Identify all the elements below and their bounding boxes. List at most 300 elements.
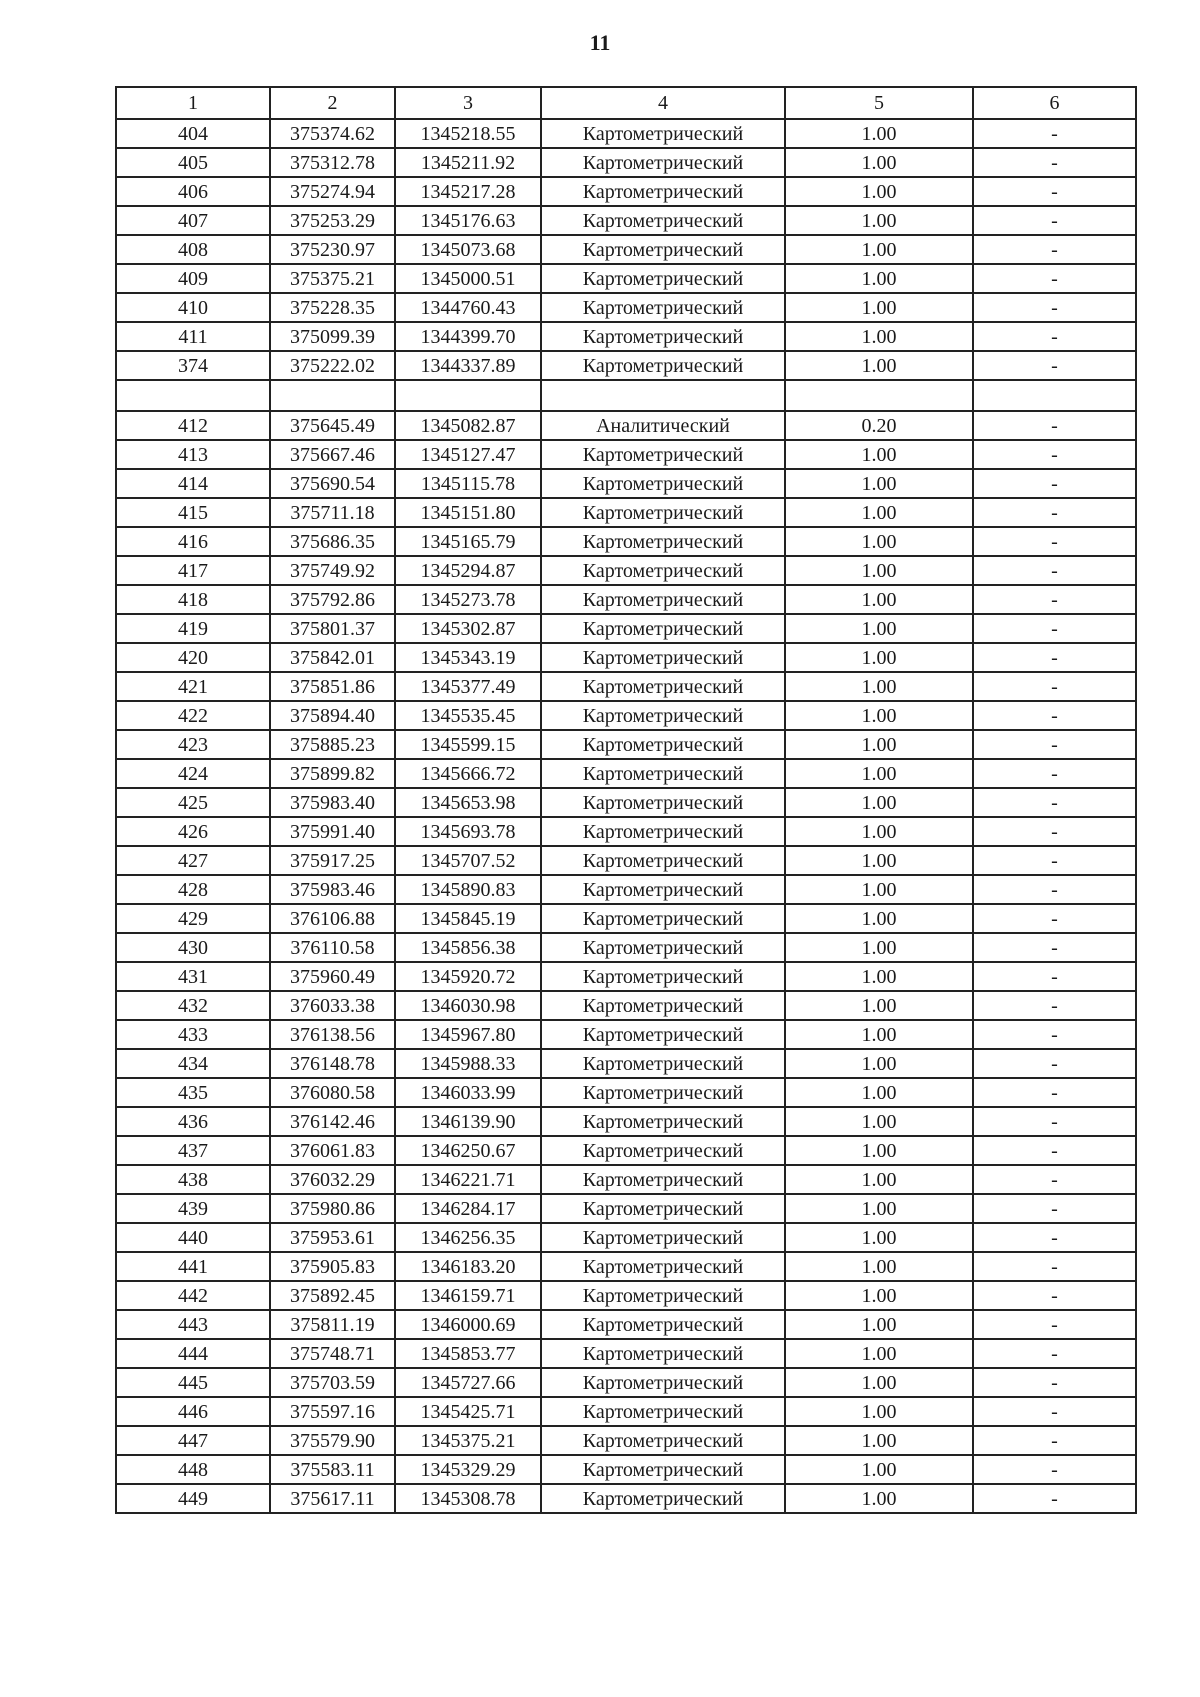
description-cell: -	[973, 1281, 1136, 1310]
x-coordinate-cell: 375983.40	[270, 788, 395, 817]
point-number-cell: 408	[116, 235, 270, 264]
y-coordinate-cell: 1346183.20	[395, 1252, 541, 1281]
method-cell: Картометрический	[541, 556, 785, 585]
description-cell: -	[973, 1223, 1136, 1252]
y-coordinate-cell: 1346221.71	[395, 1165, 541, 1194]
y-coordinate-cell: 1345988.33	[395, 1049, 541, 1078]
x-coordinate-cell: 375892.45	[270, 1281, 395, 1310]
point-number-cell: 440	[116, 1223, 270, 1252]
description-cell: -	[973, 351, 1136, 380]
accuracy-cell: 1.00	[785, 177, 973, 206]
method-cell: Картометрический	[541, 1252, 785, 1281]
y-coordinate-cell: 1345218.55	[395, 119, 541, 148]
column-header: 6	[973, 87, 1136, 119]
accuracy-cell: 1.00	[785, 351, 973, 380]
y-coordinate-cell: 1345425.71	[395, 1397, 541, 1426]
y-coordinate-cell: 1346250.67	[395, 1136, 541, 1165]
accuracy-cell: 1.00	[785, 1281, 973, 1310]
x-coordinate-cell: 376106.88	[270, 904, 395, 933]
method-cell: Картометрический	[541, 1223, 785, 1252]
y-coordinate-cell: 1345653.98	[395, 788, 541, 817]
accuracy-cell: 1.00	[785, 1397, 973, 1426]
point-number-cell: 433	[116, 1020, 270, 1049]
point-number-cell	[116, 380, 270, 411]
x-coordinate-cell: 375711.18	[270, 498, 395, 527]
method-cell: Картометрический	[541, 469, 785, 498]
x-coordinate-cell: 375899.82	[270, 759, 395, 788]
method-cell: Картометрический	[541, 235, 785, 264]
point-number-cell: 445	[116, 1368, 270, 1397]
x-coordinate-cell: 376033.38	[270, 991, 395, 1020]
y-coordinate-cell: 1345343.19	[395, 643, 541, 672]
method-cell: Картометрический	[541, 1281, 785, 1310]
method-cell: Картометрический	[541, 1455, 785, 1484]
x-coordinate-cell: 375686.35	[270, 527, 395, 556]
point-number-cell: 448	[116, 1455, 270, 1484]
table-row	[116, 235, 1136, 264]
point-number-cell: 432	[116, 991, 270, 1020]
description-cell: -	[973, 1397, 1136, 1426]
y-coordinate-cell: 1346139.90	[395, 1107, 541, 1136]
y-coordinate-cell: 1345329.29	[395, 1455, 541, 1484]
method-cell: Картометрический	[541, 1049, 785, 1078]
y-coordinate-cell: 1345151.80	[395, 498, 541, 527]
x-coordinate-cell: 376032.29	[270, 1165, 395, 1194]
description-cell: -	[973, 411, 1136, 440]
x-coordinate-cell: 375374.62	[270, 119, 395, 148]
y-coordinate-cell: 1345165.79	[395, 527, 541, 556]
description-cell	[973, 380, 1136, 411]
table-row	[116, 1426, 1136, 1455]
x-coordinate-cell: 376110.58	[270, 933, 395, 962]
accuracy-cell: 1.00	[785, 1368, 973, 1397]
y-coordinate-cell: 1346033.99	[395, 1078, 541, 1107]
method-cell: Картометрический	[541, 148, 785, 177]
x-coordinate-cell: 375991.40	[270, 817, 395, 846]
method-cell: Картометрический	[541, 991, 785, 1020]
x-coordinate-cell: 375983.46	[270, 875, 395, 904]
x-coordinate-cell: 375645.49	[270, 411, 395, 440]
point-number-cell: 409	[116, 264, 270, 293]
table-row	[116, 788, 1136, 817]
table-row	[116, 119, 1136, 148]
x-coordinate-cell: 375597.16	[270, 1397, 395, 1426]
x-coordinate-cell: 375312.78	[270, 148, 395, 177]
x-coordinate-cell: 376080.58	[270, 1078, 395, 1107]
description-cell: -	[973, 759, 1136, 788]
description-cell: -	[973, 1078, 1136, 1107]
method-cell: Картометрический	[541, 846, 785, 875]
table-row	[116, 440, 1136, 469]
accuracy-cell: 1.00	[785, 962, 973, 991]
description-cell: -	[973, 1194, 1136, 1223]
x-coordinate-cell: 375222.02	[270, 351, 395, 380]
x-coordinate-cell: 375375.21	[270, 264, 395, 293]
table-row	[116, 1136, 1136, 1165]
y-coordinate-cell: 1344337.89	[395, 351, 541, 380]
method-cell: Картометрический	[541, 293, 785, 322]
x-coordinate-cell: 376061.83	[270, 1136, 395, 1165]
table-row	[116, 759, 1136, 788]
table-row	[116, 585, 1136, 614]
y-coordinate-cell: 1345127.47	[395, 440, 541, 469]
accuracy-cell: 1.00	[785, 119, 973, 148]
point-number-cell: 411	[116, 322, 270, 351]
x-coordinate-cell: 375748.71	[270, 1339, 395, 1368]
accuracy-cell: 1.00	[785, 1426, 973, 1455]
y-coordinate-cell: 1345845.19	[395, 904, 541, 933]
y-coordinate-cell: 1345377.49	[395, 672, 541, 701]
accuracy-cell: 1.00	[785, 730, 973, 759]
description-cell: -	[973, 672, 1136, 701]
y-coordinate-cell: 1346030.98	[395, 991, 541, 1020]
table-row	[116, 1165, 1136, 1194]
y-coordinate-cell: 1346000.69	[395, 1310, 541, 1339]
point-number-cell: 407	[116, 206, 270, 235]
table-row	[116, 206, 1136, 235]
method-cell: Картометрический	[541, 264, 785, 293]
x-coordinate-cell: 375690.54	[270, 469, 395, 498]
method-cell: Картометрический	[541, 730, 785, 759]
description-cell: -	[973, 498, 1136, 527]
method-cell: Картометрический	[541, 759, 785, 788]
accuracy-cell: 1.00	[785, 440, 973, 469]
x-coordinate-cell: 375703.59	[270, 1368, 395, 1397]
point-number-cell: 374	[116, 351, 270, 380]
table-row	[116, 1223, 1136, 1252]
method-cell: Картометрический	[541, 1339, 785, 1368]
description-cell: -	[973, 556, 1136, 585]
table-row	[116, 1455, 1136, 1484]
method-cell: Картометрический	[541, 1194, 785, 1223]
y-coordinate-cell: 1345856.38	[395, 933, 541, 962]
table-row	[116, 1484, 1136, 1513]
accuracy-cell: 1.00	[785, 585, 973, 614]
accuracy-cell: 1.00	[785, 846, 973, 875]
accuracy-cell: 1.00	[785, 235, 973, 264]
point-number-cell: 428	[116, 875, 270, 904]
description-cell: -	[973, 264, 1136, 293]
table-row	[116, 672, 1136, 701]
point-number-cell: 437	[116, 1136, 270, 1165]
y-coordinate-cell: 1345176.63	[395, 206, 541, 235]
table-row	[116, 962, 1136, 991]
accuracy-cell: 1.00	[785, 788, 973, 817]
method-cell: Картометрический	[541, 788, 785, 817]
y-coordinate-cell: 1344399.70	[395, 322, 541, 351]
accuracy-cell: 1.00	[785, 1165, 973, 1194]
accuracy-cell: 1.00	[785, 1136, 973, 1165]
accuracy-cell: 1.00	[785, 1252, 973, 1281]
x-coordinate-cell: 375230.97	[270, 235, 395, 264]
method-cell: Картометрический	[541, 440, 785, 469]
method-cell: Картометрический	[541, 875, 785, 904]
method-cell: Картометрический	[541, 1107, 785, 1136]
point-number-cell: 416	[116, 527, 270, 556]
method-cell: Картометрический	[541, 933, 785, 962]
table-row	[116, 1107, 1136, 1136]
point-number-cell: 436	[116, 1107, 270, 1136]
method-cell: Картометрический	[541, 904, 785, 933]
point-number-cell: 435	[116, 1078, 270, 1107]
point-number-cell: 434	[116, 1049, 270, 1078]
table-body	[116, 87, 1136, 1513]
description-cell: -	[973, 643, 1136, 672]
description-cell: -	[973, 875, 1136, 904]
column-header: 5	[785, 87, 973, 119]
column-header: 4	[541, 87, 785, 119]
table-row	[116, 293, 1136, 322]
y-coordinate-cell: 1345693.78	[395, 817, 541, 846]
method-cell: Картометрический	[541, 1310, 785, 1339]
column-header: 3	[395, 87, 541, 119]
point-number-cell: 439	[116, 1194, 270, 1223]
description-cell: -	[973, 1049, 1136, 1078]
description-cell: -	[973, 614, 1136, 643]
method-cell: Картометрический	[541, 351, 785, 380]
y-coordinate-cell: 1345853.77	[395, 1339, 541, 1368]
description-cell: -	[973, 817, 1136, 846]
description-cell: -	[973, 991, 1136, 1020]
point-number-cell: 422	[116, 701, 270, 730]
y-coordinate-cell: 1344760.43	[395, 293, 541, 322]
table-row	[116, 1368, 1136, 1397]
y-coordinate-cell: 1345000.51	[395, 264, 541, 293]
point-number-cell: 424	[116, 759, 270, 788]
point-number-cell: 426	[116, 817, 270, 846]
x-coordinate-cell: 375811.19	[270, 1310, 395, 1339]
y-coordinate-cell: 1345073.68	[395, 235, 541, 264]
x-coordinate-cell: 375885.23	[270, 730, 395, 759]
y-coordinate-cell: 1345273.78	[395, 585, 541, 614]
method-cell: Картометрический	[541, 672, 785, 701]
method-cell: Картометрический	[541, 1426, 785, 1455]
point-number-cell: 405	[116, 148, 270, 177]
x-coordinate-cell: 375579.90	[270, 1426, 395, 1455]
description-cell: -	[973, 585, 1136, 614]
accuracy-cell: 1.00	[785, 1107, 973, 1136]
accuracy-cell: 1.00	[785, 1339, 973, 1368]
point-number-cell: 430	[116, 933, 270, 962]
point-number-cell: 418	[116, 585, 270, 614]
point-number-cell: 406	[116, 177, 270, 206]
method-cell: Картометрический	[541, 1484, 785, 1513]
point-number-cell: 449	[116, 1484, 270, 1513]
y-coordinate-cell: 1345302.87	[395, 614, 541, 643]
method-cell: Картометрический	[541, 1078, 785, 1107]
description-cell: -	[973, 235, 1136, 264]
accuracy-cell: 1.00	[785, 1020, 973, 1049]
description-cell: -	[973, 730, 1136, 759]
point-number-cell: 431	[116, 962, 270, 991]
accuracy-cell: 1.00	[785, 933, 973, 962]
spacer-row	[116, 380, 1136, 411]
x-coordinate-cell: 375792.86	[270, 585, 395, 614]
accuracy-cell: 1.00	[785, 1194, 973, 1223]
y-coordinate-cell: 1346256.35	[395, 1223, 541, 1252]
method-cell: Картометрический	[541, 1020, 785, 1049]
method-cell: Картометрический	[541, 206, 785, 235]
accuracy-cell: 1.00	[785, 817, 973, 846]
accuracy-cell: 1.00	[785, 904, 973, 933]
page-number: 11	[589, 30, 611, 55]
method-cell: Картометрический	[541, 962, 785, 991]
x-coordinate-cell: 375960.49	[270, 962, 395, 991]
table-row	[116, 177, 1136, 206]
accuracy-cell: 1.00	[785, 556, 973, 585]
table-row	[116, 701, 1136, 730]
description-cell: -	[973, 177, 1136, 206]
method-cell	[541, 380, 785, 411]
table-row	[116, 1194, 1136, 1223]
table-row	[116, 846, 1136, 875]
description-cell: -	[973, 933, 1136, 962]
point-number-cell: 415	[116, 498, 270, 527]
x-coordinate-cell: 375253.29	[270, 206, 395, 235]
y-coordinate-cell: 1345308.78	[395, 1484, 541, 1513]
table-row	[116, 527, 1136, 556]
table-row	[116, 817, 1136, 846]
table-row	[116, 498, 1136, 527]
x-coordinate-cell: 375917.25	[270, 846, 395, 875]
accuracy-cell: 1.00	[785, 1223, 973, 1252]
accuracy-cell: 1.00	[785, 527, 973, 556]
description-cell: -	[973, 1455, 1136, 1484]
description-cell: -	[973, 846, 1136, 875]
accuracy-cell: 1.00	[785, 1049, 973, 1078]
y-coordinate-cell	[395, 380, 541, 411]
description-cell: -	[973, 440, 1136, 469]
x-coordinate-cell	[270, 380, 395, 411]
x-coordinate-cell: 375894.40	[270, 701, 395, 730]
accuracy-cell: 1.00	[785, 1310, 973, 1339]
method-cell: Картометрический	[541, 177, 785, 206]
description-cell: -	[973, 206, 1136, 235]
accuracy-cell: 1.00	[785, 614, 973, 643]
point-number-cell: 421	[116, 672, 270, 701]
y-coordinate-cell: 1345727.66	[395, 1368, 541, 1397]
description-cell: -	[973, 527, 1136, 556]
table-row	[116, 556, 1136, 585]
table-row	[116, 264, 1136, 293]
y-coordinate-cell: 1345115.78	[395, 469, 541, 498]
y-coordinate-cell: 1345375.21	[395, 1426, 541, 1455]
point-number-cell: 442	[116, 1281, 270, 1310]
point-number-cell: 423	[116, 730, 270, 759]
accuracy-cell: 1.00	[785, 148, 973, 177]
table-row	[116, 1078, 1136, 1107]
accuracy-cell: 1.00	[785, 701, 973, 730]
table-row	[116, 1252, 1136, 1281]
description-cell: -	[973, 322, 1136, 351]
point-number-cell: 444	[116, 1339, 270, 1368]
y-coordinate-cell: 1345920.72	[395, 962, 541, 991]
y-coordinate-cell: 1345211.92	[395, 148, 541, 177]
point-number-cell: 404	[116, 119, 270, 148]
accuracy-cell: 1.00	[785, 991, 973, 1020]
description-cell: -	[973, 1339, 1136, 1368]
x-coordinate-cell: 375583.11	[270, 1455, 395, 1484]
description-cell: -	[973, 1310, 1136, 1339]
x-coordinate-cell: 375851.86	[270, 672, 395, 701]
point-number-cell: 419	[116, 614, 270, 643]
description-cell: -	[973, 1020, 1136, 1049]
y-coordinate-cell: 1345217.28	[395, 177, 541, 206]
x-coordinate-cell: 375905.83	[270, 1252, 395, 1281]
table-row	[116, 1310, 1136, 1339]
x-coordinate-cell: 375842.01	[270, 643, 395, 672]
method-cell: Картометрический	[541, 1165, 785, 1194]
method-cell: Картометрический	[541, 1368, 785, 1397]
x-coordinate-cell: 376148.78	[270, 1049, 395, 1078]
method-cell: Картометрический	[541, 527, 785, 556]
description-cell: -	[973, 293, 1136, 322]
table-row	[116, 991, 1136, 1020]
description-cell: -	[973, 701, 1136, 730]
accuracy-cell: 1.00	[785, 643, 973, 672]
column-header: 2	[270, 87, 395, 119]
table-row	[116, 1339, 1136, 1368]
point-number-cell: 412	[116, 411, 270, 440]
point-number-cell: 410	[116, 293, 270, 322]
accuracy-cell: 1.00	[785, 759, 973, 788]
table-row	[116, 904, 1136, 933]
point-number-cell: 447	[116, 1426, 270, 1455]
point-number-cell: 429	[116, 904, 270, 933]
table-row	[116, 643, 1136, 672]
point-number-cell: 438	[116, 1165, 270, 1194]
x-coordinate-cell: 375617.11	[270, 1484, 395, 1513]
point-number-cell: 441	[116, 1252, 270, 1281]
table-row	[116, 614, 1136, 643]
table-row	[116, 933, 1136, 962]
y-coordinate-cell: 1345967.80	[395, 1020, 541, 1049]
point-number-cell: 427	[116, 846, 270, 875]
accuracy-cell: 0.20	[785, 411, 973, 440]
y-coordinate-cell: 1345666.72	[395, 759, 541, 788]
description-cell: -	[973, 1426, 1136, 1455]
point-number-cell: 414	[116, 469, 270, 498]
column-header: 1	[116, 87, 270, 119]
point-number-cell: 425	[116, 788, 270, 817]
accuracy-cell: 1.00	[785, 322, 973, 351]
description-cell: -	[973, 1136, 1136, 1165]
table-row	[116, 1281, 1136, 1310]
description-cell: -	[973, 962, 1136, 991]
method-cell: Картометрический	[541, 1136, 785, 1165]
table-row	[116, 351, 1136, 380]
x-coordinate-cell: 375953.61	[270, 1223, 395, 1252]
point-number-cell: 443	[116, 1310, 270, 1339]
description-cell: -	[973, 1252, 1136, 1281]
table-row	[116, 875, 1136, 904]
y-coordinate-cell: 1346284.17	[395, 1194, 541, 1223]
y-coordinate-cell: 1346159.71	[395, 1281, 541, 1310]
x-coordinate-cell: 375274.94	[270, 177, 395, 206]
accuracy-cell: 1.00	[785, 206, 973, 235]
description-cell: -	[973, 1165, 1136, 1194]
accuracy-cell	[785, 380, 973, 411]
table-row	[116, 148, 1136, 177]
accuracy-cell: 1.00	[785, 672, 973, 701]
description-cell: -	[973, 788, 1136, 817]
accuracy-cell: 1.00	[785, 1455, 973, 1484]
table-row	[116, 469, 1136, 498]
description-cell: -	[973, 904, 1136, 933]
x-coordinate-cell: 375099.39	[270, 322, 395, 351]
x-coordinate-cell: 375228.35	[270, 293, 395, 322]
table-row	[116, 322, 1136, 351]
